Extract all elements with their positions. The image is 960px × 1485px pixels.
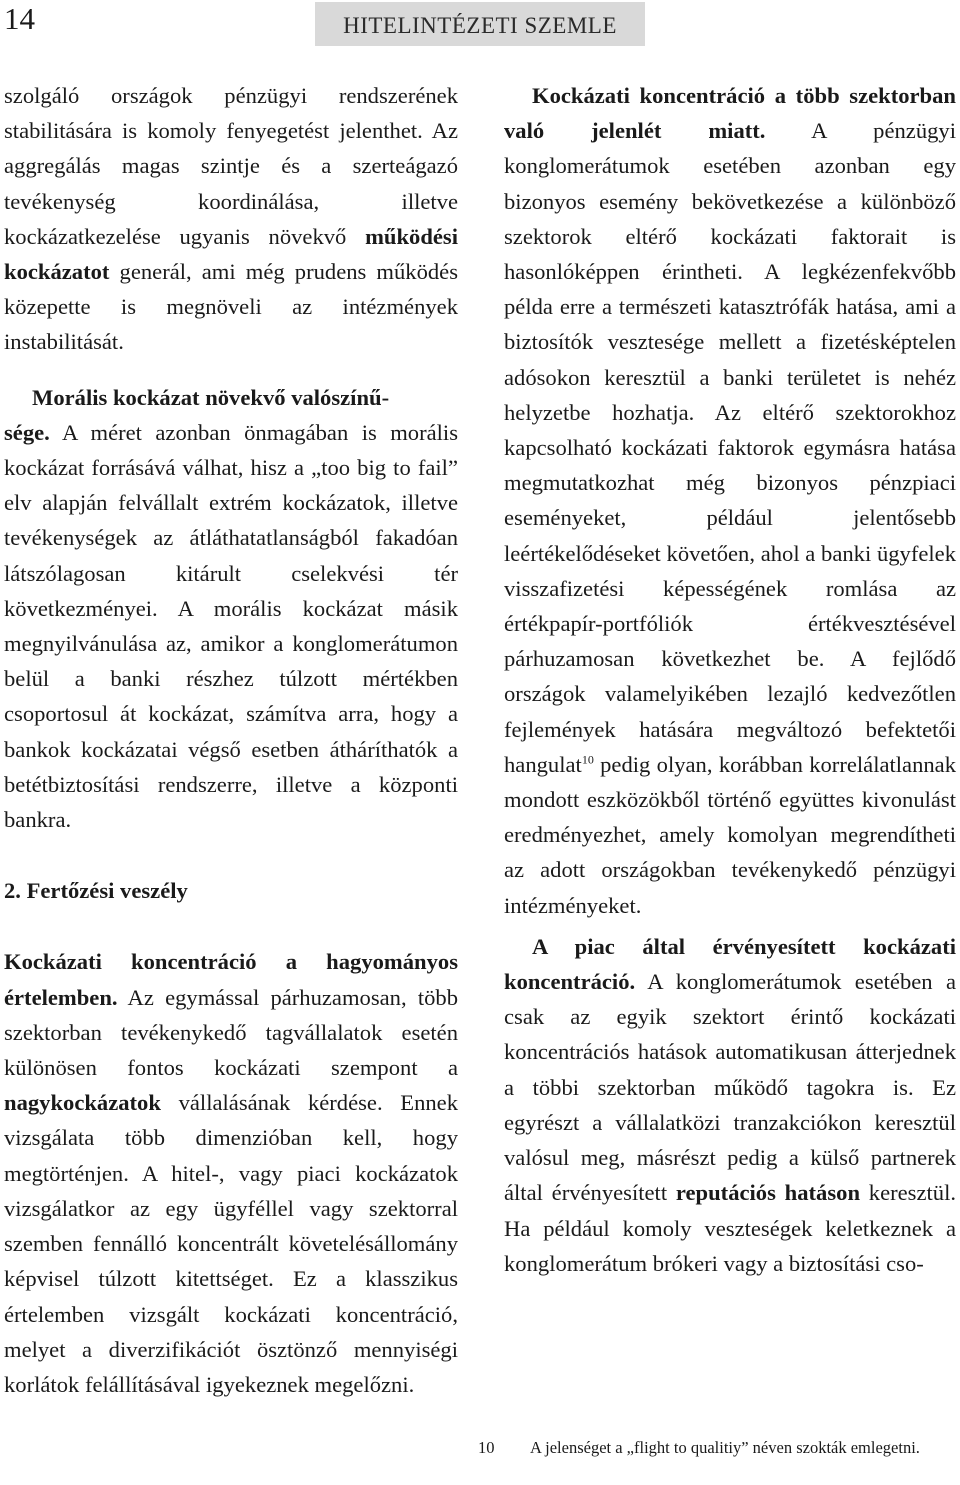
page-number: 14 xyxy=(4,1,35,36)
footnote xyxy=(478,1436,956,1460)
left-column xyxy=(4,78,458,1402)
paragraph: szolgáló országok pénzügyi rendszerének stabilitására is komoly fenyegetést jelenthet. Az aggregálás magas szintje és a szerteágazó tevékenység koordinálása, illetve kockázatkezelése ugyanis növekvő működési kockázatot generál, ami még prudens működés közepette is megnöveli az intézmények instabilitását. xyxy=(4,83,458,355)
bold-term: működési kockázatot xyxy=(4,223,458,285)
run-in-heading: Kockázati koncentráció a hagyományos értelemben. xyxy=(4,949,458,1010)
run-in-heading: Morális kockázat növekvő valószínű- xyxy=(32,384,390,410)
bold-term: reputációs hatáson xyxy=(675,1180,861,1206)
bold-term: nagykockázatok xyxy=(4,1090,161,1116)
right-column xyxy=(504,78,956,1281)
running-title: HITELINTÉZETI SZEMLE xyxy=(315,2,645,46)
footnote-reference[interactable]: 10 xyxy=(581,752,594,767)
paragraph: sége. A méret azonban önmagában is morális kockázat forrásává válhat, hisz a „too big to fail” elv alapján felvállalt extrém kockázatok, illetve tevékenységek az átláthatatlanságból fakadóan látszólagosan kitárult cselekvési tér következményei. A morális kockázat másik megnyilvánulása az, amikor a konglomerátumon belül a banki részhez túlzott mértékben csoportosul át kockázat, számítva arra, hogy a bankok kockázatai végső esetben átháríthatók a betétbiztosítási rendszerre, illetve a központi bankra. xyxy=(4,419,458,833)
footnote-text: A jelenséget a „flight to qualitiy” néven szokták emlegetni. xyxy=(530,1438,920,1457)
run-in-heading: sége. xyxy=(4,419,50,445)
run-in-heading: A piac által érvényesített kockázati koncentráció. xyxy=(504,933,956,995)
footnote-number: 10 xyxy=(478,1438,495,1457)
paragraph: Kockázati koncentráció a több szektorban való jelenlét miatt. A pénzügyi konglomerátumok esetében azonban egy bizonyos esemény bekövetkezése a különböző szektorok eltérő kockázati faktorait is hasonlóképpen érintheti. A legkézenfekvőbb példa erre a természeti katasztrófák hatása, ami a biztosítók vesztesége mellett a fizetésképtelen adósokon keresztül a banki területet is nehéz helyzetbe hozhatja. Az eltérő szektorokhoz kapcsolható kockázati faktorok egymásra hatása megmutatkozhat még bizonyos pénzpiaci eseményeket, például jelentősebb leértékelődéseket követően, ahol a banki ügyfelek visszafizetési képességének romlása az értékpapír-portfóliók értékvesztésével párhuzamosan következhet be. A fejlődő országok valamelyikében lezajló kedvezőtlen fejlemények hatására megváltozó befektetői hangulat$^{10}$ pedig olyan, korábban korrelálatlannak mondott eszközökből történő együttes kivonulást eredményezhet, amely komolyan megrendítheti az adott országokban tevékenykedő pénzügyi intézményeket. xyxy=(504,83,956,918)
section-heading: 2. Fertőzési veszély xyxy=(4,878,188,904)
run-in-heading: Kockázati koncentráció a több szektorban való jelenlét miatt. xyxy=(504,83,956,144)
paragraph: Kockázati koncentráció a hagyományos értelemben. Az egymással párhuzamosan, több szektorban tevékenykedő tagvállalatok esetén különösen fontos kockázati szempont a nagykockázatok vállalásának kérdése. Ennek vizsgálata több dimenzióban kell, hogy megtörténjen. A hitel-, vagy piaci kockázatok vizsgálatkor az egy ügyféllel vagy szektorral szemben fennálló koncentrált követelésállomány képvisel túlzott kitettséget. Ez a klasszikus értelemben vizsgált kockázati koncentráció, melyet a diverzifikációt ösztönző mennyiségi korlátok felállításával igyekeznek megelőzni. xyxy=(4,949,458,1397)
paragraph: A piac által érvényesített kockázati koncentráció. A konglomerátumok esetében a csak az egyik szektort érintő kockázati koncentrációs hatások automatikusan átterjednek a többi szektorban működő tagokra is. Ez egyrészt a vállalatközi tranzakciókon keresztül valósul meg, másrészt pedig a külső partnerek által érvényesített reputációs hatáson keresztül. Ha például komoly veszteségek keletkeznek a konglomerátum brókeri vagy a biztosítási cso- xyxy=(504,933,956,1276)
